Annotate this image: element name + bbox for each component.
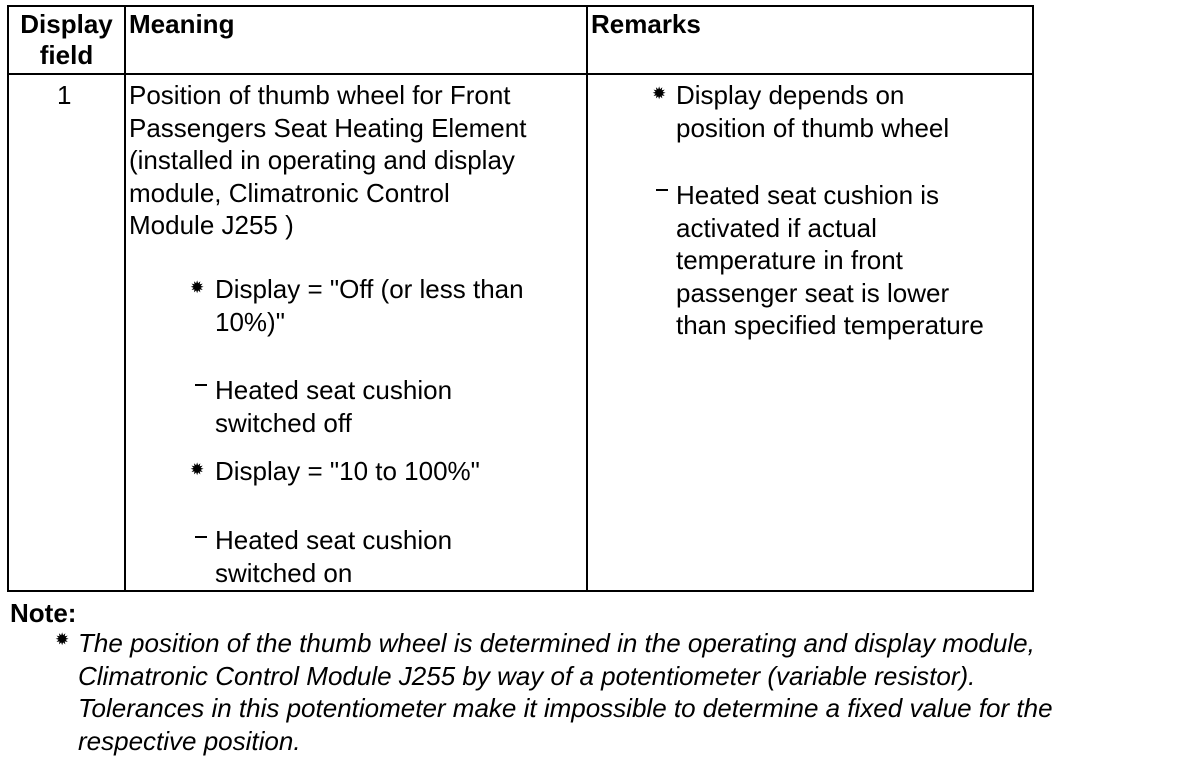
meaning-item-line: Heated seat cushion xyxy=(215,525,453,555)
remarks-item-line: position of thumb wheel xyxy=(676,112,950,143)
remarks-item-line: Display depends on xyxy=(676,80,905,110)
meaning-item-line: Display = "10 to 100%" xyxy=(215,456,480,486)
remarks-item-line: activated if actual xyxy=(676,212,877,243)
remarks-item-line: Heated seat cushion is xyxy=(676,180,940,210)
meaning-line: (installed in operating and display xyxy=(129,145,515,175)
header-display-field-line2: field xyxy=(39,40,94,70)
meaning-item-line: switched off xyxy=(215,407,352,438)
header-display-field-line1: Display xyxy=(20,9,113,39)
meaning-item-line: switched on xyxy=(215,557,353,588)
meaning-line: Position of thumb wheel for Front xyxy=(129,80,511,110)
dash-bullet-icon xyxy=(656,189,668,191)
star-bullet-icon: ✹ xyxy=(55,630,70,649)
remarks-item-line: than specified temperature xyxy=(676,310,984,340)
dash-bullet-icon xyxy=(195,384,207,386)
meaning-item-line: Heated seat cushion xyxy=(215,375,453,405)
note-line: Climatronic Control Module J255 by way of a potentiometer (variable resistor). xyxy=(78,660,976,691)
header-display-field xyxy=(9,9,124,71)
cell-display-field-value: 1 xyxy=(57,80,72,110)
meaning-item-line: 10%)" xyxy=(215,306,285,337)
meaning-line: Passengers Seat Heating Element xyxy=(129,112,527,143)
meaning-line: Module J255 ) xyxy=(129,210,294,240)
meaning-item-line: Display = "Off (or less than xyxy=(215,274,524,304)
header-remarks: Remarks xyxy=(591,9,701,39)
star-bullet-icon: ✹ xyxy=(652,84,667,103)
header-meaning: Meaning xyxy=(129,9,235,39)
meaning-line: module, Climatronic Control xyxy=(129,177,450,208)
header-divider xyxy=(7,73,1034,75)
remarks-item-line: passenger seat is lower xyxy=(676,277,950,308)
note-line: Tolerances in this potentiometer make it impossible to determine a fixed value for the xyxy=(78,693,1053,723)
remarks-item-line: temperature in front xyxy=(676,245,903,275)
note-line: respective position. xyxy=(78,725,301,756)
dash-bullet-icon xyxy=(195,536,207,538)
column-divider-2 xyxy=(586,5,588,592)
star-bullet-icon: ✹ xyxy=(190,278,205,297)
note-line: The position of the thumb wheel is determined in the operating and display module, xyxy=(78,628,1035,658)
column-divider-1 xyxy=(124,5,126,592)
star-bullet-icon: ✹ xyxy=(190,460,205,479)
note-title: Note: xyxy=(10,598,77,628)
